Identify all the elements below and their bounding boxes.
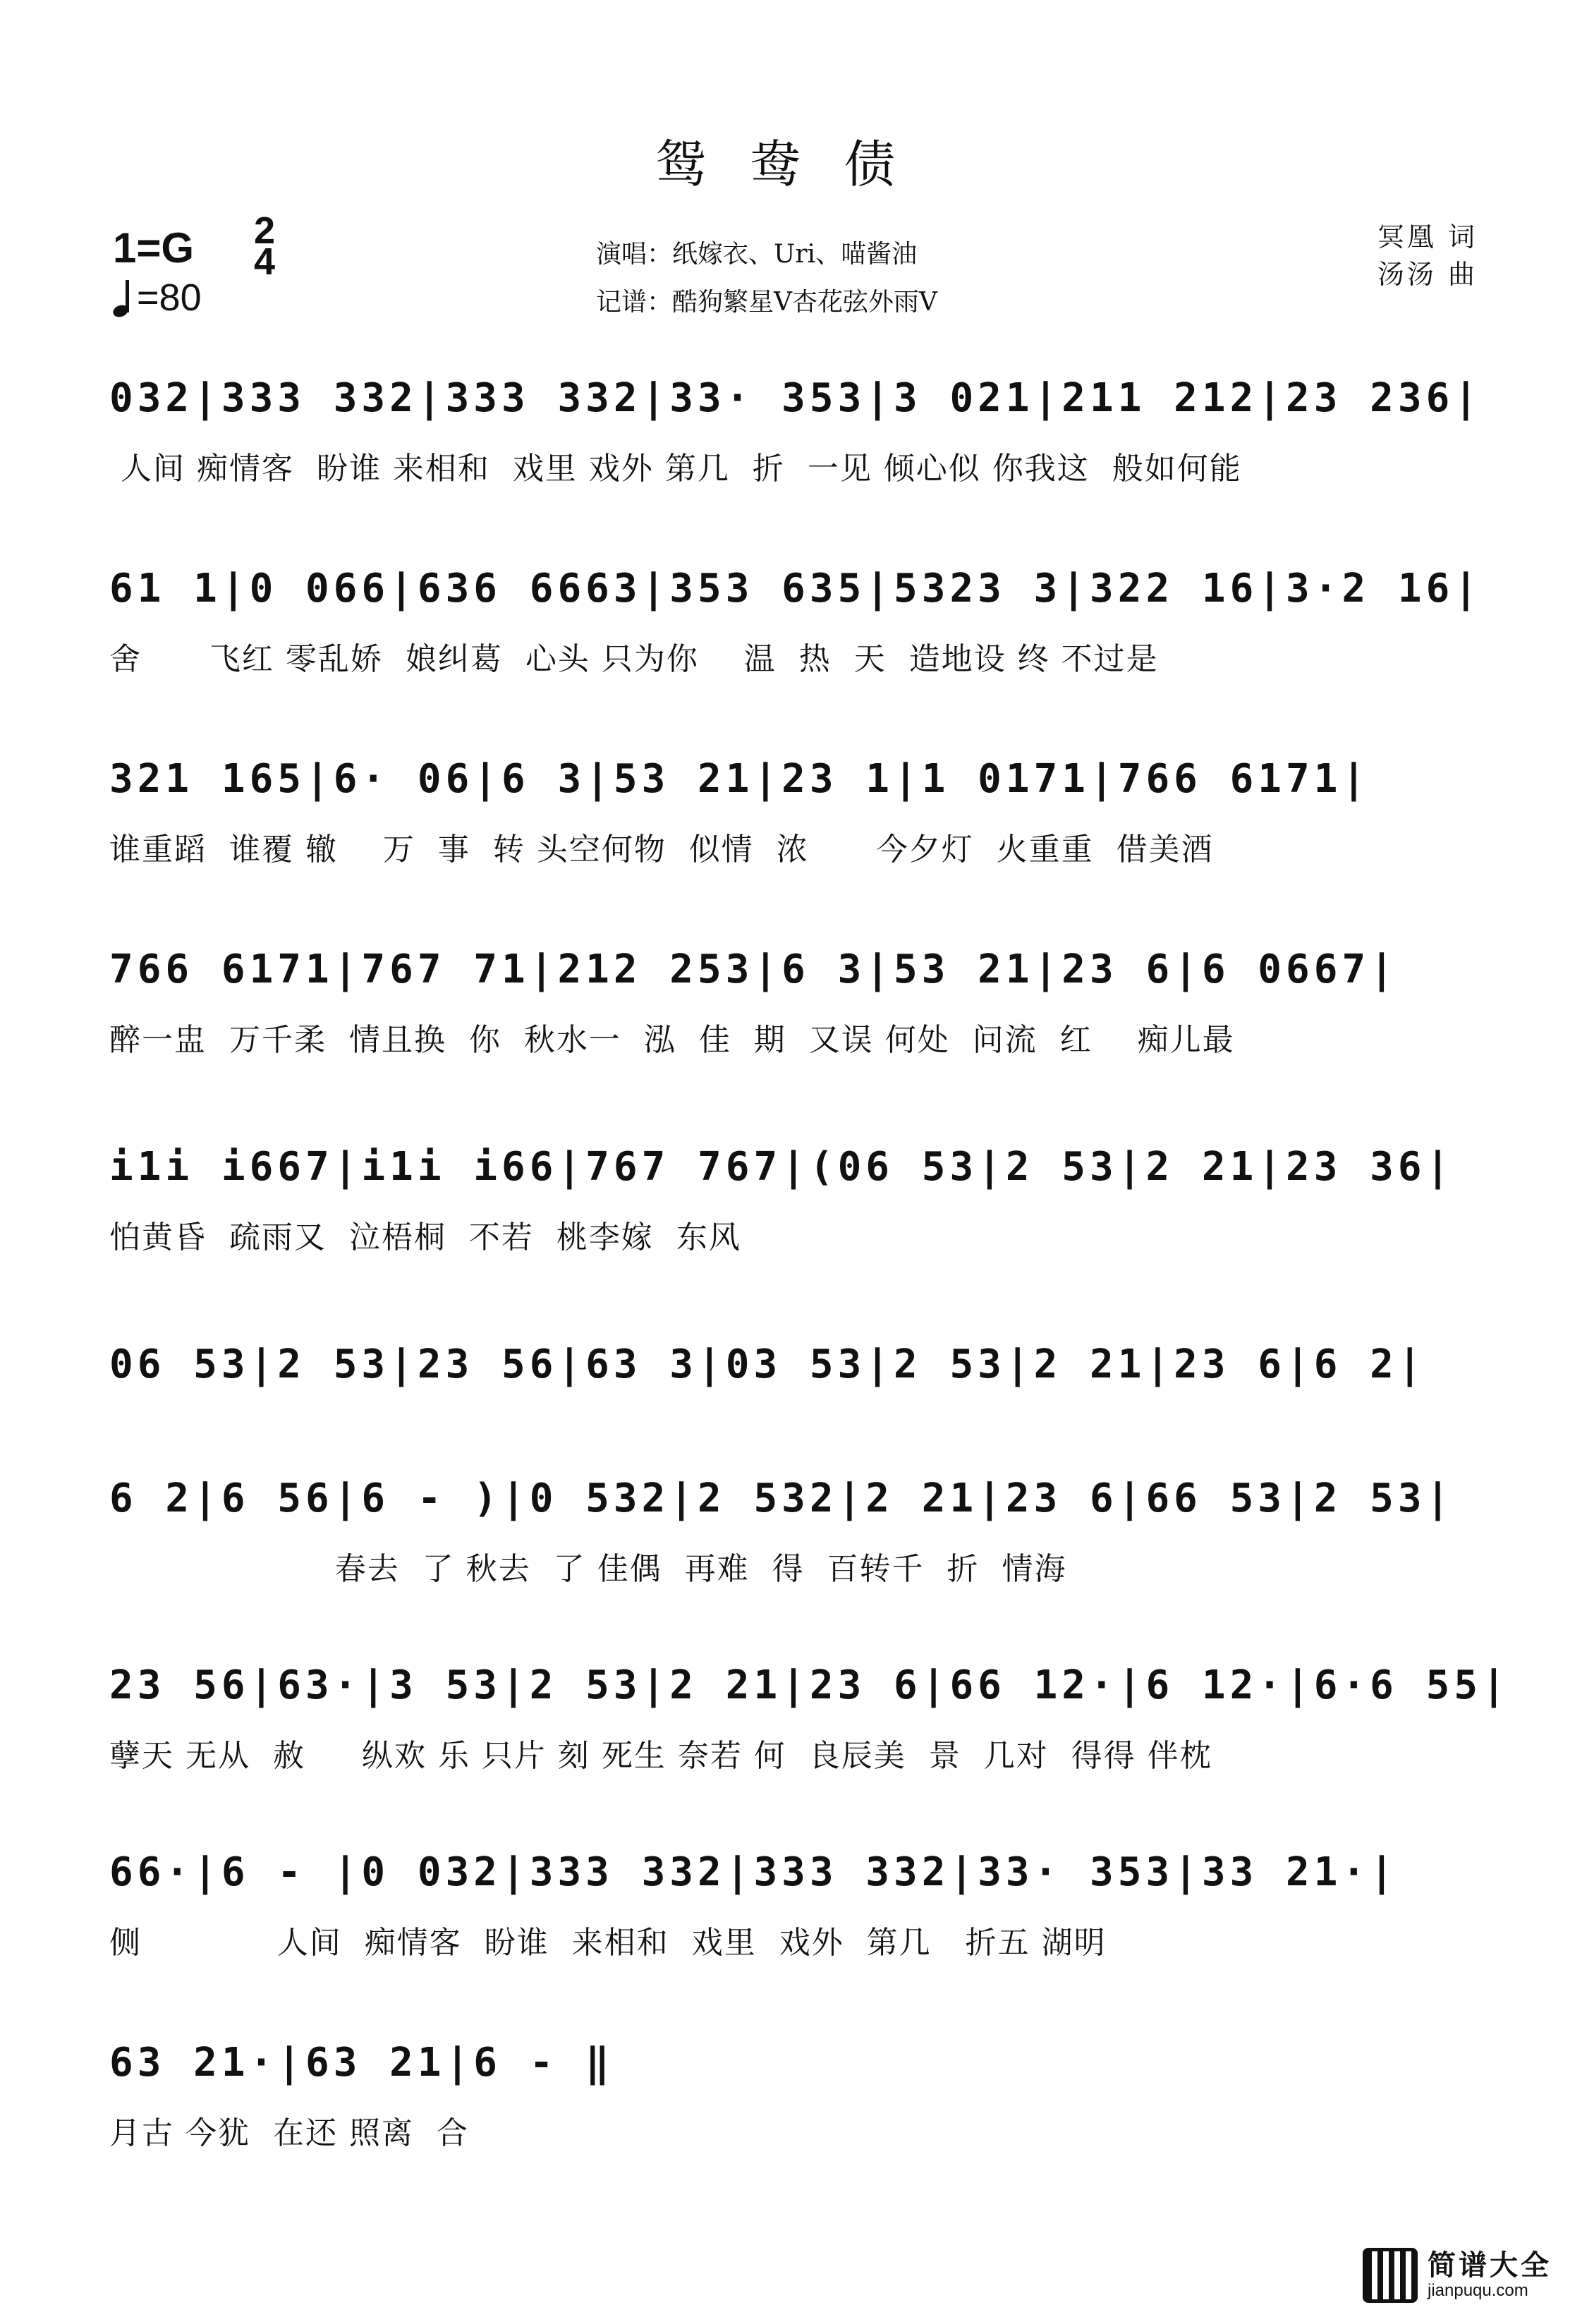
notation-line: 321 165|6· 06|6 3|53 21|23 1|1 0171|766 6171| — [109, 756, 1370, 802]
watermark-url: jianpuqu.com — [1428, 2281, 1528, 2300]
tempo-value: =80 — [137, 276, 202, 319]
composer-credit: 汤汤 曲 — [1377, 259, 1478, 290]
time-signature-top: 2 — [253, 209, 276, 252]
notation-line: 766 6171|767 71|212 253|6 3|53 21|23 6|6 0667| — [109, 947, 1398, 992]
lyrics-line: 春去 了 秋去 了 佳偶 再难 得 百转千 折 情海 — [109, 1551, 1067, 1587]
notation-line: i1i i667|i1i i66|767 767|(06 53|2 53|2 21|23 36| — [109, 1144, 1454, 1190]
quarter-note-icon — [113, 280, 130, 317]
key-signature: 1=G — [113, 224, 195, 272]
watermark-name: 简谱大全 — [1428, 2250, 1552, 2281]
singer-credit: 演唱：纸嫁衣、Uri、喵酱油 — [596, 240, 918, 269]
song-title: 鸳鸯债 — [655, 135, 939, 194]
notation-line: 6 2|6 56|6 - )|0 532|2 532|2 21|23 6|66 53|2 53| — [109, 1476, 1454, 1521]
time-signature-bottom: 4 — [253, 241, 276, 283]
watermark-logo — [1363, 2248, 1552, 2303]
notation-line: 06 53|2 53|23 56|63 3|03 53|2 53|2 21|23 6|6 2| — [109, 1342, 1426, 1387]
lyrics-line: 人间 痴情客 盼谁 来相和 戏里 戏外 第几 折 一见 倾心似 你我这 般如何能 — [109, 451, 1242, 487]
watermark-text — [1428, 2250, 1552, 2301]
notation-line: 63 21·|63 21|6 - ‖ — [109, 2040, 614, 2086]
lyrics-line: 孽天 无从 赦 纵欢 乐 只片 刻 死生 奈若 何 良辰美 景 几对 得得 伴枕 — [109, 1738, 1212, 1774]
notation-line: 61 1|0 066|636 6663|353 635|5323 3|322 16|3·2 16| — [109, 566, 1483, 612]
lyrics-line: 谁重蹈 谁覆 辙 万 事 转 头空何物 似情 浓 今夕灯 火重重 借美酒 — [109, 832, 1214, 868]
time-signature — [243, 209, 286, 283]
tempo-marking — [113, 276, 202, 319]
lyrics-line: 月古 今犹 在还 照离 合 — [109, 2115, 469, 2151]
piano-keys-icon — [1363, 2248, 1418, 2303]
lyrics-line: 醉一盅 万千柔 情且换 你 秋水一 泓 佳 期 又误 何处 问流 红 痴儿最 — [109, 1022, 1235, 1058]
lyrics-line: 舍 飞红 零乱娇 娘纠葛 心头 只为你 温 热 天 造地设 终 不过是 — [109, 641, 1159, 677]
notation-line: 23 56|63·|3 53|2 53|2 21|23 6|66 12·|6 12·|6·6 55| — [109, 1662, 1510, 1708]
lyrics-line: 侧 人间 痴情客 盼谁 来相和 戏里 戏外 第几 折五 湖明 — [109, 1925, 1107, 1961]
lyrics-line: 怕黄昏 疏雨又 泣梧桐 不若 桃李嫁 东风 — [109, 1219, 741, 1255]
lyricist-credit: 冥凰 词 — [1377, 221, 1478, 253]
transcriber-credit: 记谱：酷狗繁星V杏花弦外雨V — [596, 288, 937, 317]
notation-line: 66·|6 - |0 032|333 332|333 332|33· 353|33 21·| — [109, 1849, 1398, 1895]
notation-line: 032|333 332|333 332|33· 353|3 021|211 212|23 236| — [109, 375, 1483, 421]
